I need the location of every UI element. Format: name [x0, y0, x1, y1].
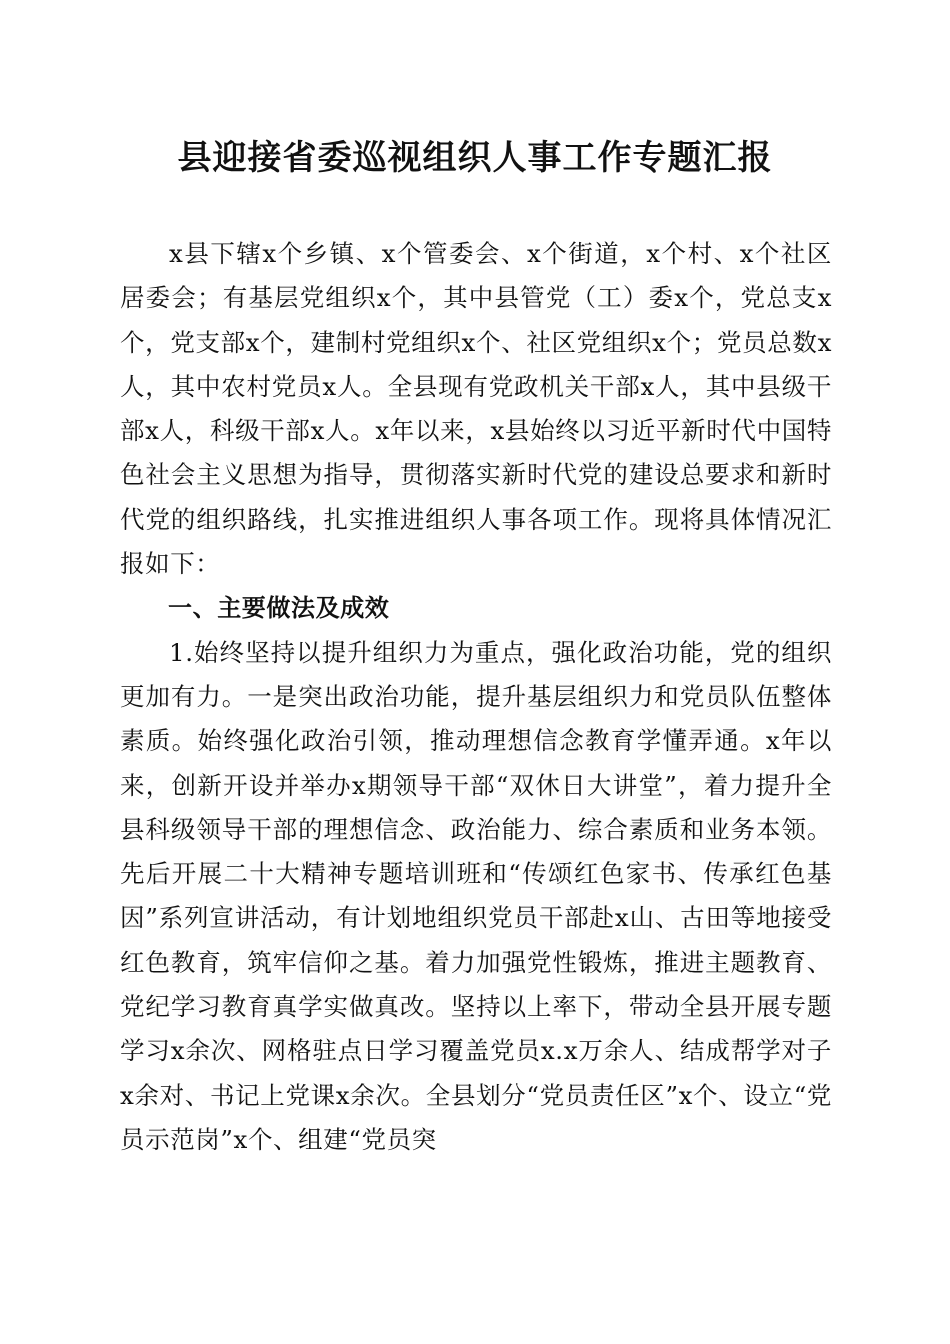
document-body — [120, 232, 832, 1162]
section-heading: 一、主要做法及成效 — [168, 594, 390, 623]
section-paragraph: 1.始终坚持以提升组织力为重点，强化政治功能，党的组织更加有力。一是突出政治功能，提升基层组织力和党员队伍整体素质。始终强化政治引领，推动理想信念教育学懂弄通。x年以来，创新开设并举办x期领导干部“双休日大讲堂”，着力提升全县科级领导干部的理想信念、政治能力、综合素质和业务本领。先后开展二十大精神专题培训班和“传颂红色家书、传承红色基因”系列宣讲活动，有计划地组织党员干部赴x山、古田等地接受红色教育，筑牢信仰之基。着力加强党性锻炼，推进主题教育、党纪学习教育真学实做真改。坚持以上率下，带动全县开展专题学习x余次、网格驻点日学习覆盖党员x.x万余人、结成帮学对子x余对、书记上党课x余次。全县划分“党员责任区”x个、设立“党员示范岗”x个、组建“党员突 — [120, 637, 832, 1154]
intro-paragraph: x县下辖x个乡镇、x个管委会、x个街道，x个村、x个社区居委会；有基层党组织x个，其中县管党（工）委x个，党总支x个，党支部x个，建制村党组织x个、社区党组织x个；党员总数x人，其中农村党员x人。全县现有党政机关干部x人，其中县级干部x人，科级干部x人。x年以来，x县始终以习近平新时代中国特色社会主义思想为指导，贯彻落实新时代党的建设总要求和新时代党的组织路线，扎实推进组织人事各项工作。现将具体情况汇报如下： — [120, 239, 832, 579]
document-title: 县迎接省委巡视组织人事工作专题汇报 — [177, 138, 773, 178]
